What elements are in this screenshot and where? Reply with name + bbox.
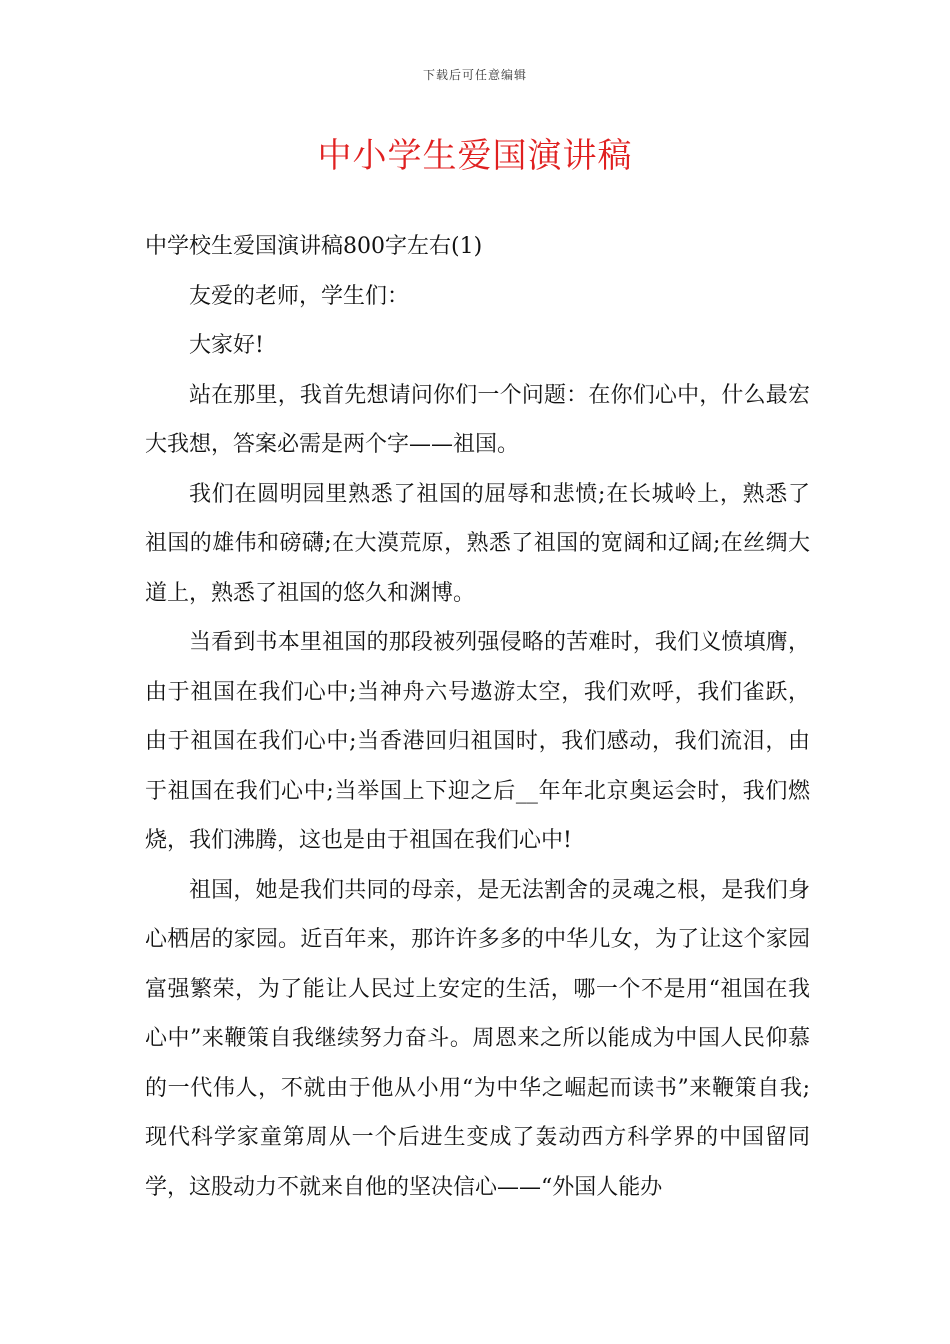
header-note: 下载后可任意编辑 [422, 68, 527, 82]
paragraph: 大家好! [189, 333, 264, 358]
document-subtitle: 中学校生爱国演讲稿800字左右(1) [145, 234, 483, 259]
paragraph: 我们在圆明园里熟悉了祖国的屈辱和悲愤;在长城岭上，熟悉了祖国的雄伟和磅礴;在大漠荒原，熟悉了祖国的宽阔和辽阔;在丝绸大道上，熟悉了祖国的悠久和渊博。 [145, 481, 810, 606]
document-title: 中小学生爱国演讲稿 [317, 136, 633, 176]
document-body [145, 222, 810, 1212]
paragraph: 祖国，她是我们共同的母亲，是无法割舍的灵魂之根，是我们身心栖居的家园。近百年来，那许许多多的中华儿女，为了让这个家园富强繁荣，为了能让人民过上安定的生活，哪一个不是用“祖国在我心中”来鞭策自我继续努力奋斗。周恩来之所以能成为中国人民仰慕的一代伟人，不就由于他从小用“为中华之崛起而读书”来鞭策自我;现代科学家童第周从一个后进生变成了轰动西方科学界的中国留同学，这股动力不就来自他的坚决信心——“外国人能办 [145, 877, 810, 1200]
paragraph: 当看到书本里祖国的那段被列强侵略的苦难时，我们义愤填膺，由于祖国在我们心中;当神舟六号遨游太空，我们欢呼，我们雀跃，由于祖国在我们心中;当香港回归祖国时，我们感动，我们流泪，由于祖国在我们心中;当举国上下迎之后__年年北京奥运会时，我们燃烧，我们沸腾，这也是由于祖国在我们心中! [145, 630, 810, 853]
paragraph: 站在那里，我首先想请问你们一个问题：在你们心中，什么最宏大我想，答案必需是两个字——祖国。 [145, 382, 810, 457]
paragraph: 友爱的老师，学生们： [189, 283, 410, 309]
